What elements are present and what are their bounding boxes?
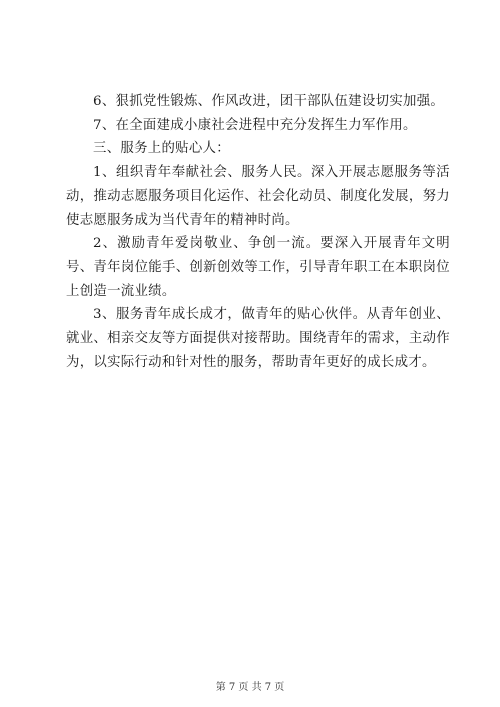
paragraph-service-3: 3、服务青年成长成才，做青年的贴心伙伴。从青年创业、就业、相亲交友等方面提供对接帮助。围绕青年的需求，主动作为，以实际行动和针对性的服务，帮助青年更好的成长成才。 [66, 307, 450, 370]
paragraph-item-7: 7、在全面建成小康社会进程中充分发挥生力军作用。 [93, 117, 417, 133]
paragraph-service-2: 2、激励青年爱岗敬业、争创一流。要深入开展青年文明号、青年岗位能手、创新创效等工作，引导青年职工在本职岗位上创造一流业绩。 [66, 236, 450, 299]
paragraph-item-6: 6、狠抓党性锻炼、作风改进，团干部队伍建设切实加强。 [93, 94, 445, 109]
paragraph-service-1: 1、组织青年奉献社会、服务人民。深入开展志愿服务等活动，推动志愿服务项目化运作、社会化动员、制度化发展，努力使志愿服务成为当代青年的精神时尚。 [66, 165, 450, 228]
section-heading-service: 三、服务上的贴心人： [93, 141, 230, 157]
document-body [66, 90, 450, 374]
page-number-footer: 第 7 页 共 7 页 [215, 682, 285, 693]
